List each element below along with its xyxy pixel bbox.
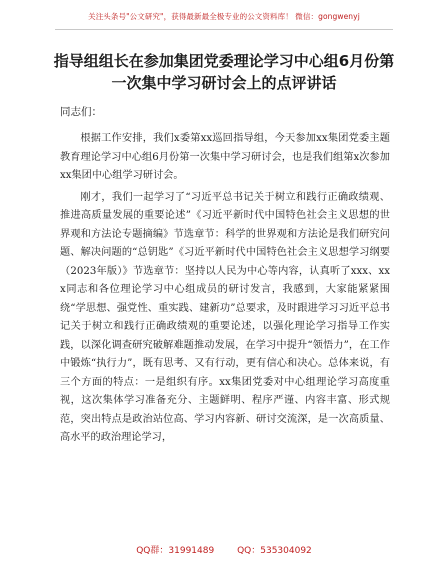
- document-title: 指导组组长在参加集团党委理论学习中心组6月份第一次集中学习研讨会上的点评讲话: [53, 52, 395, 92]
- footer-qq-group: QQ群：31991489: [136, 546, 215, 556]
- salutation: 同志们：: [60, 106, 102, 118]
- document-body: [60, 130, 390, 451]
- footer-qq: QQ：535304092: [237, 546, 312, 556]
- header-divider: [55, 29, 393, 30]
- footer-contact: [0, 543, 448, 556]
- header-promo-note: 关注头条号"公文研究"，获得最新最全极专业的公文资料库！ 微信：gongwenyj: [88, 12, 360, 21]
- paragraph: 刚才，我们一起学习了“习近平总书记关于树立和践行正确政绩观、推进高质量发展的重要论述”《习近平新时代中国特色社会主义思想的世界观和方法论专题摘编》节选章节：科学的世界观和方法论是我们研究问题、解决问题的“总钥匙”《习近平新时代中国特色社会主义思想学习纲要（2023年版）》节选章节：坚持以人民为中心等内容，认真听了xxx、xxx同志和各位理论学习中心组成员的研讨发言，我感到，大家能紧紧围绕“学思想、强党性、重实践、建新功”总要求，及时跟进学习习近平总书记关于树立和践行正确政绩观的重要论述，以强化理论学习指导工作实践，以深化调查研究破解难题推动发展，在学习中提升“领悟力”，在工作中锻炼“执行力”，既有思考、又有行动，更有信心和决心。总体来说，有三个方面的特点：一是组织有序。xx集团党委对中心组理论学习高度重视，这次集体学习准备充分、主题鲜明、程序严谨、内容丰富、形式规范，突出特点是政治站位高、学习内容新、研讨交流深，是一次高质量、高水平的政治理论学习，: [60, 191, 390, 443]
- paragraph: 根据工作安排，我们x委第xx巡回指导组，今天参加xx集团党委主题教育理论学习中心组6月份第一次集中学习研讨会，也是我们组第x次参加xx集团中心组学习研讨会。: [60, 133, 390, 181]
